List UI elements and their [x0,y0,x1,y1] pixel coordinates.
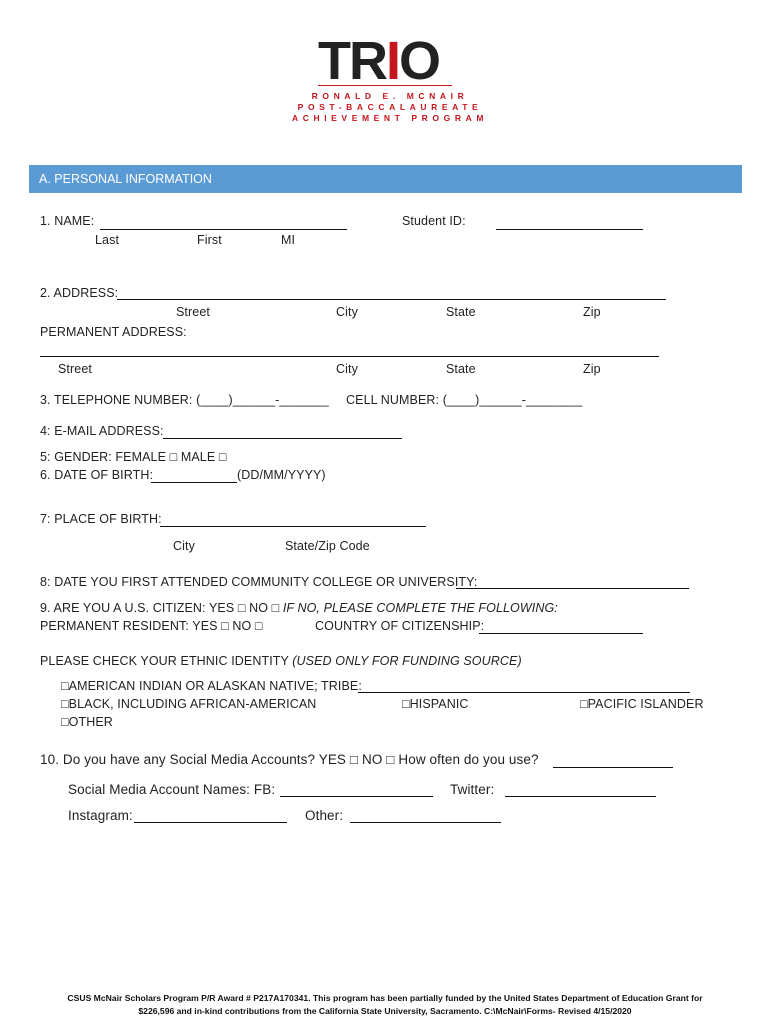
email-label: 4: E-MAIL ADDRESS: [40,424,164,438]
telephone-field[interactable]: 3. TELEPHONE NUMBER: (____)______-_______ [40,393,329,407]
address-label: 2. ADDRESS: [40,286,119,300]
dob-label: 6. DATE OF BIRTH: [40,468,154,482]
email-field[interactable] [163,438,402,439]
address-field[interactable] [117,299,666,300]
dob-format: (DD/MM/YYYY) [237,468,326,482]
name-first-caption: First [197,233,222,247]
address-city-caption: City [336,305,358,319]
logo-word-c: O [399,31,440,91]
logo-word-a: TR [318,31,386,91]
student-id-label: Student ID: [402,214,466,228]
ethnic-option-american-indian[interactable]: □AMERICAN INDIAN OR ALASKAN NATIVE; TRIBE: [61,679,362,693]
trio-logo [318,30,439,92]
fb-field[interactable] [280,796,433,797]
name-label: 1. NAME: [40,214,95,228]
perm-street-caption: Street [58,362,92,376]
perm-zip-caption: Zip [583,362,601,376]
ethnic-label-text: PLEASE CHECK YOUR ETHNIC IDENTITY [40,654,293,668]
social-question[interactable]: 10. Do you have any Social Media Accounts? YES □ NO □ How often do you use? [40,752,539,767]
permanent-address-field[interactable] [40,356,659,357]
student-id-field[interactable] [496,229,643,230]
section-header-personal [29,165,742,193]
name-field[interactable] [100,229,347,230]
twitter-label: Twitter: [450,782,495,797]
citizen-instruction: IF NO, PLEASE COMPLETE THE FOLLOWING: [282,601,558,615]
perm-state-caption: State [446,362,476,376]
citizen-question[interactable] [40,601,558,615]
ethnic-option-black[interactable]: □BLACK, INCLUDING AFRICAN-AMERICAN [61,697,317,711]
footer-line-2: $226,596 and in-kind contributions from the California State University, Sacramento. C:\McNair\Forms- Revised 4/15/2020 [138,1006,632,1016]
ethnic-option-pacific[interactable]: □PACIFIC ISLANDER [580,697,704,711]
gender-options[interactable]: 5: GENDER: FEMALE □ MALE □ [40,450,227,464]
tribe-field[interactable] [358,692,690,693]
permanent-address-label: PERMANENT ADDRESS: [40,325,187,339]
ethnic-label-note: (USED ONLY FOR FUNDING SOURCE) [292,654,522,668]
twitter-field[interactable] [505,796,656,797]
instagram-label: Instagram: [68,808,133,823]
ethnic-option-hispanic[interactable]: □HISPANIC [402,697,469,711]
footer-note [20,992,750,1018]
ethnic-option-other[interactable]: □OTHER [61,715,113,729]
logo-line-3: ACHIEVEMENT PROGRAM [291,113,488,123]
footer-line-1: CSUS McNair Scholars Program P/R Award # P217A170341. This program has been partially funded by the United States Department of Education Grant for [67,993,703,1003]
logo-line-1: RONALD E. MCNAIR [311,91,469,101]
perm-city-caption: City [336,362,358,376]
college-label: 8: DATE YOU FIRST ATTENDED COMMUNITY COLLEGE OR UNIVERSITY: [40,575,478,589]
name-last-caption: Last [95,233,120,247]
instagram-field[interactable] [134,822,287,823]
section-title: A. PERSONAL INFORMATION [39,172,212,186]
logo-line-2: POST-BACCALAUREATE [297,102,483,112]
college-field[interactable] [456,588,689,589]
logo-word-b: I [385,31,399,91]
name-mi-caption: MI [281,233,296,247]
logo-divider [318,85,452,86]
pob-city-caption: City [173,539,195,553]
social-frequency-field[interactable] [553,767,673,768]
permanent-resident-options[interactable]: PERMANENT RESIDENT: YES □ NO □ [40,619,263,633]
country-label: COUNTRY OF CITIZENSHIP: [315,619,485,633]
pob-state-caption: State/Zip Code [285,539,370,553]
pob-field[interactable] [160,526,426,527]
ethnic-label [40,654,522,668]
address-zip-caption: Zip [583,305,601,319]
citizen-question-text: 9. ARE YOU A U.S. CITIZEN: YES □ NO □ [40,601,283,615]
social-names-label: Social Media Account Names: FB: [68,782,276,797]
dob-field[interactable] [151,482,237,483]
address-street-caption: Street [176,305,210,319]
country-field[interactable] [479,633,643,634]
pob-label: 7: PLACE OF BIRTH: [40,512,162,526]
cell-field[interactable]: CELL NUMBER: (____)______-________ [346,393,583,407]
address-state-caption: State [446,305,476,319]
other-label: Other: [305,808,344,823]
other-social-field[interactable] [350,822,501,823]
